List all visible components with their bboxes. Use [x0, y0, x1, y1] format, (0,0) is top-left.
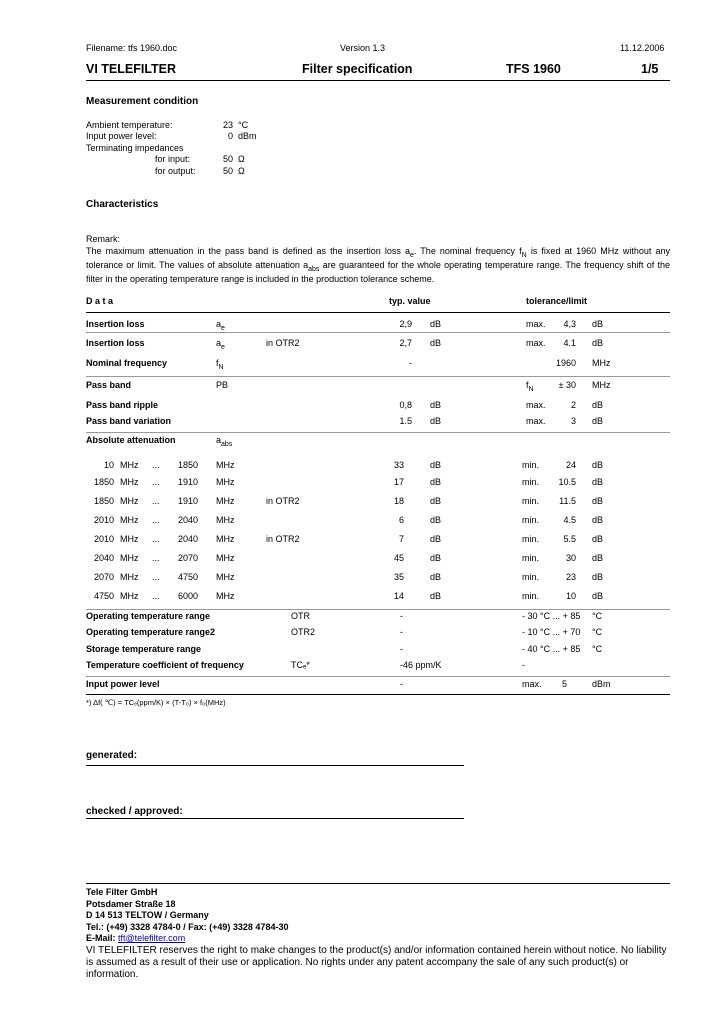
- abs-typ-unit: dB: [430, 553, 442, 563]
- abs-symbol: $a_{abs}$: [216, 435, 233, 448]
- tol-unit: MHz: [592, 380, 611, 390]
- abs-tol-prefix: min.: [522, 460, 540, 470]
- freq-dots: ...: [152, 515, 160, 525]
- freq-end: 1910: [177, 477, 198, 487]
- freq-start-unit: MHz: [120, 591, 139, 601]
- page-number: 1/5: [641, 62, 659, 76]
- table-rule: [86, 332, 670, 333]
- abs-typ: 17: [393, 477, 404, 487]
- freq-end-unit: MHz: [216, 553, 235, 563]
- freq-start: 1850: [93, 496, 114, 506]
- freq-end-unit: MHz: [216, 591, 235, 601]
- freq-dots: ...: [152, 496, 160, 506]
- company-name: VI TELEFILTER: [86, 62, 177, 76]
- tol-unit: dB: [592, 416, 604, 426]
- typ-unit: dB: [430, 338, 442, 348]
- abs-tol-unit: dB: [592, 460, 604, 470]
- abs-tol-unit: dB: [592, 515, 604, 525]
- freq-start: 2040: [93, 553, 114, 563]
- tol-value: 1960: [555, 358, 576, 368]
- characteristics-title: Characteristics: [86, 199, 159, 210]
- ambient-value: 23: [223, 120, 234, 130]
- abs-tol-prefix: min.: [522, 572, 540, 582]
- temp-name: Storage temperature range: [86, 644, 202, 654]
- abs-tol-prefix: min.: [522, 496, 540, 506]
- freq-end: 4750: [177, 572, 198, 582]
- generated-line: [86, 765, 464, 766]
- abs-typ-unit: dB: [430, 591, 442, 601]
- abs-tol: 23: [565, 572, 576, 582]
- col-typ: typ. value: [389, 296, 431, 306]
- freq-end: 2040: [177, 534, 198, 544]
- tol-unit: dB: [592, 338, 604, 348]
- freq-start-unit: MHz: [120, 477, 139, 487]
- tol-value: 3: [570, 416, 576, 426]
- footer-city: D 14 513 TELTOW / Germany: [86, 910, 209, 920]
- power-tol-prefix: max.: [522, 679, 542, 689]
- generated-label: generated:: [86, 750, 138, 761]
- abs-tol-unit: dB: [592, 572, 604, 582]
- abs-tol: 5.5: [563, 534, 576, 544]
- abs-typ: 7: [398, 534, 404, 544]
- freq-end: 2040: [177, 515, 198, 525]
- header-rule: [86, 80, 670, 81]
- abs-typ-unit: dB: [430, 572, 442, 582]
- table-rule: [86, 432, 670, 433]
- footnote: *) Δf( ℃) = TCₑ(ppm/K) × (T-T₀) × f₀(MHz): [86, 698, 226, 707]
- abs-typ: 45: [393, 553, 404, 563]
- term-label: Terminating impedances: [86, 143, 184, 153]
- abs-tol-prefix: min.: [522, 553, 540, 563]
- table-top-rule: [86, 312, 670, 313]
- disclaimer: VI TELEFILTER reserves the right to make changes to the product(s) and/or information contained herein without notice. No liability is assumed as a result of their use or application. No rights under any patent accompany the sale of any such product(s) or information.: [86, 945, 667, 980]
- param-symbol: $f_N$: [216, 358, 224, 371]
- footer-street: Potsdamer Straße 18: [86, 899, 176, 909]
- footer-company: Tele Filter GmbH: [86, 887, 158, 897]
- freq-start: 2010: [93, 515, 114, 525]
- abs-tol: 10.5: [558, 477, 576, 487]
- freq-start-unit: MHz: [120, 515, 139, 525]
- freq-end: 1850: [177, 460, 198, 470]
- temp-tol-unit: °C: [592, 627, 603, 637]
- date: 11.12.2006: [620, 43, 665, 53]
- abs-typ: 33: [393, 460, 404, 470]
- typ-unit: dB: [430, 400, 442, 410]
- freq-start-unit: MHz: [120, 572, 139, 582]
- power-tol: 5: [562, 679, 568, 689]
- temp-name: Temperature coefficient of frequency: [86, 660, 244, 670]
- ambient-label: Ambient temperature:: [86, 120, 173, 130]
- version: Version 1.3: [340, 43, 386, 53]
- checked-label: checked / approved:: [86, 806, 183, 817]
- typ-unit: dB: [430, 416, 442, 426]
- tol-prefix: $f_N$: [526, 380, 534, 393]
- abs-tol: 4.5: [563, 515, 576, 525]
- param-name: Pass band: [86, 380, 132, 390]
- typ-value: 0,8: [399, 400, 412, 410]
- power-value: 0: [228, 131, 234, 141]
- typ-value: 2,9: [399, 319, 412, 329]
- tol-value: 4,3: [563, 319, 576, 329]
- power-unit: dBm: [238, 131, 257, 141]
- abs-tol-unit: dB: [592, 496, 604, 506]
- abs-tol: 11.5: [559, 496, 576, 506]
- output-value: 50: [223, 166, 234, 176]
- abs-title: Absolute attenuation: [86, 435, 176, 445]
- abs-tol-unit: dB: [592, 477, 604, 487]
- param-symbol: $a_e$: [216, 338, 225, 351]
- freq-dots: ...: [152, 534, 160, 544]
- typ-value: 1.5: [399, 416, 412, 426]
- typ-value: -: [409, 358, 412, 368]
- col-tol: tolerance/limit: [526, 296, 588, 306]
- remark-text: The maximum attenuation in the pass band is defined as the insertion loss $a_e$. The nominal frequency $f_N$ is fixed at 1960 MHz without any tolerance or limit. The values of absolute attenuation $a_{abs}$ are guaranteed for the whole operating temperature range. The frequency shift of the filter in the operating temperature range is included in the production tolerance scheme.: [86, 246, 670, 284]
- input-value: 50: [223, 154, 234, 164]
- power-typ: -: [400, 679, 403, 689]
- col-data: D a t a: [86, 296, 114, 306]
- abs-tol: 24: [565, 460, 576, 470]
- temp-tol: - 10 °C ... + 70: [522, 627, 581, 637]
- abs-typ: 35: [393, 572, 404, 582]
- tol-value: ± 30: [558, 380, 576, 390]
- email-label: E-Mail:: [86, 933, 116, 943]
- temp-tol: - 30 °C ... + 85: [522, 611, 581, 621]
- freq-end-unit: MHz: [216, 460, 235, 470]
- abs-typ-unit: dB: [430, 496, 442, 506]
- typ-unit: dB: [430, 319, 442, 329]
- output-unit: Ω: [238, 166, 245, 176]
- footer-rule: [86, 883, 670, 884]
- freq-end-unit: MHz: [216, 534, 235, 544]
- param-name: Insertion loss: [86, 319, 145, 329]
- temp-typ: -: [400, 627, 403, 637]
- power-tol-unit: dBm: [592, 679, 611, 689]
- temp-typ: -: [400, 644, 403, 654]
- table-rule: [86, 376, 670, 377]
- typ-value: 2,7: [399, 338, 412, 348]
- table-rule: [86, 694, 670, 695]
- abs-typ-unit: dB: [430, 460, 442, 470]
- abs-tol-prefix: min.: [522, 591, 540, 601]
- abs-tol-prefix: min.: [522, 534, 540, 544]
- abs-tol: 30: [565, 553, 576, 563]
- abs-tol-unit: dB: [592, 534, 604, 544]
- abs-typ-unit: dB: [430, 477, 442, 487]
- abs-condition: in OTR2: [266, 534, 300, 544]
- temp-tol-unit: °C: [592, 611, 603, 621]
- abs-tol-prefix: min.: [522, 515, 540, 525]
- freq-dots: ...: [152, 553, 160, 563]
- param-symbol: $a_e$: [216, 319, 225, 332]
- param-name: Pass band ripple: [86, 400, 159, 410]
- abs-tol-unit: dB: [592, 553, 604, 563]
- tol-prefix: max.: [526, 338, 546, 348]
- power-name: Input power level: [86, 679, 160, 689]
- freq-start-unit: MHz: [120, 534, 139, 544]
- tol-unit: dB: [592, 400, 604, 410]
- freq-end-unit: MHz: [216, 496, 235, 506]
- temp-typ: -: [400, 611, 403, 621]
- freq-dots: ...: [152, 591, 160, 601]
- freq-start-unit: MHz: [120, 460, 139, 470]
- param-name: Pass band variation: [86, 416, 172, 426]
- temp-typ: -46 ppm/K: [400, 660, 442, 670]
- abs-typ: 6: [398, 515, 404, 525]
- filename: Filename: tfs 1960.doc: [86, 43, 178, 53]
- freq-end-unit: MHz: [216, 572, 235, 582]
- part-number: TFS 1960: [506, 62, 561, 76]
- tol-unit: MHz: [592, 358, 611, 368]
- abs-tol-unit: dB: [592, 591, 604, 601]
- tol-unit: dB: [592, 319, 604, 329]
- tol-prefix: max.: [526, 416, 546, 426]
- checked-line: [86, 818, 464, 819]
- table-rule: [86, 609, 670, 610]
- abs-typ: 14: [393, 591, 404, 601]
- temp-tol: -: [522, 660, 525, 670]
- param-condition: in OTR2: [266, 338, 300, 348]
- param-name: Nominal frequency: [86, 358, 168, 368]
- measurement-title: Measurement condition: [86, 96, 199, 107]
- abs-tol-prefix: min.: [522, 477, 540, 487]
- freq-end: 2070: [177, 553, 198, 563]
- tol-prefix: max.: [526, 400, 546, 410]
- temp-tol: - 40 °C ... + 85: [522, 644, 581, 654]
- freq-end-unit: MHz: [216, 477, 235, 487]
- abs-typ: 18: [393, 496, 404, 506]
- freq-dots: ...: [152, 460, 160, 470]
- freq-dots: ...: [152, 572, 160, 582]
- abs-typ-unit: dB: [430, 515, 442, 525]
- footer-tel: Tel.: (+49) 3328 4784-0 / Fax: (+49) 3328 4784-30: [86, 922, 289, 932]
- freq-start: 2010: [93, 534, 114, 544]
- freq-end: 1910: [177, 496, 198, 506]
- param-symbol: PB: [216, 380, 229, 390]
- freq-start: 10: [103, 460, 114, 470]
- abs-tol: 10: [565, 591, 576, 601]
- temp-tol-unit: °C: [592, 644, 603, 654]
- footer-email-row: [86, 933, 185, 943]
- tol-prefix: max.: [526, 319, 546, 329]
- email-link[interactable]: tft@telefilter.com: [118, 933, 186, 943]
- freq-start-unit: MHz: [120, 496, 139, 506]
- input-unit: Ω: [238, 154, 245, 164]
- abs-typ-unit: dB: [430, 534, 442, 544]
- freq-end: 6000: [177, 591, 198, 601]
- freq-dots: ...: [152, 477, 160, 487]
- tol-value: 4.1: [563, 338, 576, 348]
- input-label: for input:: [155, 154, 191, 164]
- tol-value: 2: [570, 400, 576, 410]
- temp-name: Operating temperature range2: [86, 627, 216, 637]
- freq-start-unit: MHz: [120, 553, 139, 563]
- temp-symbol: TCₑ*: [291, 660, 310, 670]
- temp-symbol: OTR: [291, 611, 310, 621]
- temp-name: Operating temperature range: [86, 611, 211, 621]
- param-name: Insertion loss: [86, 338, 145, 348]
- temp-symbol: OTR2: [291, 627, 316, 637]
- table-rule: [86, 676, 670, 677]
- freq-start: 2070: [93, 572, 114, 582]
- freq-start: 1850: [93, 477, 114, 487]
- power-label: Input power level:: [86, 131, 157, 141]
- ambient-unit: °C: [238, 120, 249, 130]
- output-label: for output:: [155, 166, 196, 176]
- remark-label: Remark:: [86, 234, 121, 244]
- doc-title: Filter specification: [302, 62, 413, 76]
- abs-condition: in OTR2: [266, 496, 300, 506]
- freq-end-unit: MHz: [216, 515, 235, 525]
- freq-start: 4750: [93, 591, 114, 601]
